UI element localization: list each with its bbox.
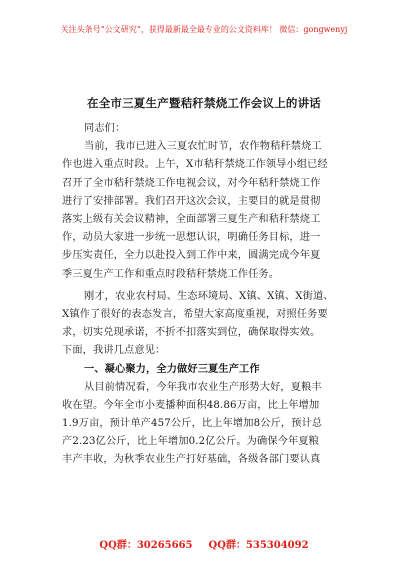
qq-group-1: QQ群：30265665 <box>99 540 193 551</box>
qq-group-2: QQ群：535304092 <box>208 540 309 551</box>
paragraph-line: 当前，我市已进入三夏农忙时节，农作物秸秆禁烧工 <box>84 141 322 153</box>
paragraph-line: 作也进入重点时段。上午，X市秸秆禁烧工作领导小组已经 <box>62 159 328 171</box>
paragraph-line: 1.9万亩，预计单产457公斤，比上年增加8公斤，预计总 <box>62 418 323 429</box>
paragraph-line: 刚才，农业农村局、生态环境局、X镇、X镇、X街道、 <box>84 290 334 302</box>
paragraph-line: 丰产丰收，为秋季农业生产打好基础，各级各部门要认真 <box>62 454 321 466</box>
paragraph-line: 进行了安排部署。我们召开这次会议，主要目的就是贯彻 <box>62 195 321 207</box>
document-title: 在全市三夏生产暨秸秆禁烧工作会议上的讲话 <box>87 96 321 110</box>
footer-contact <box>0 536 408 551</box>
salutation-line: 同志们： <box>84 123 126 134</box>
header-promo-text: 关注头条号“公文研究”，获得最新最全最专业的公文资料库！ 微信：gongwenyj <box>60 25 348 34</box>
paragraph-line: 收在望。今年全市小麦播种面积48.86万亩，比上年增加 <box>62 399 320 411</box>
paragraph-line: 季三夏生产工作和重点时段秸秆禁烧工作任务。 <box>62 268 280 280</box>
paragraph-line: X镇作了很好的表态发言，希望大家高度重视，对照任务要 <box>62 308 328 320</box>
paragraph-line: 作，动员大家进一步统一思想认识，明确任务目标，进一 <box>62 232 321 244</box>
paragraph-line: 下面，我讲几点意见： <box>62 345 166 357</box>
paragraph-line: 落实上级有关会议精神，全面部署三夏生产和秸秆禁烧工 <box>62 213 321 225</box>
paragraph-line: 从目前情况看，今年我市农业生产形势大好，夏粮丰 <box>84 381 322 393</box>
paragraph-line: 步压实责任，全力以赴投入到工作中来，圆满完成今年夏 <box>62 250 321 262</box>
document-body <box>62 120 348 470</box>
paragraph-line: 召开了全市秸秆禁烧工作电视会议，对今年秸秆禁烧工作 <box>62 177 321 189</box>
paragraph-line: 求，切实兑现承诺，不折不扣落实到位，确保取得实效。 <box>62 327 321 339</box>
paragraph-line: 产2.23亿公斤，比上年增加0.2亿公斤。为确保今年夏粮 <box>62 436 320 448</box>
section-heading: 一、凝心聚力，全力做好三夏生产工作 <box>84 363 260 376</box>
